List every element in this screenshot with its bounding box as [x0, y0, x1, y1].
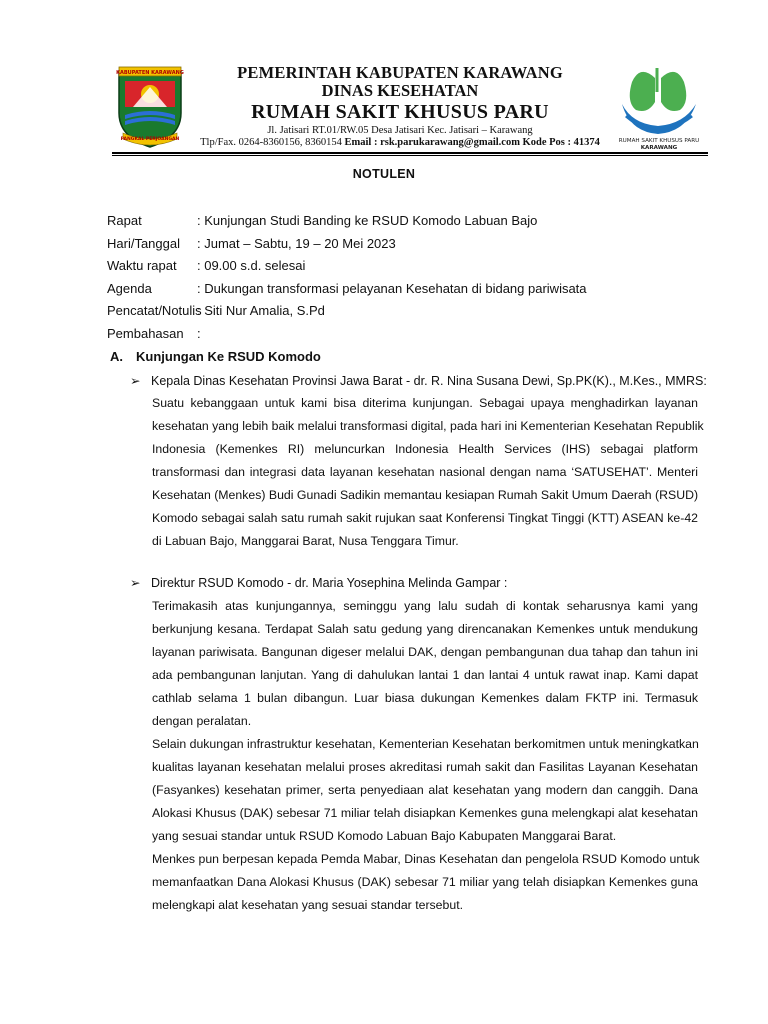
letterhead-text	[180, 64, 620, 149]
text-line: kualitas layanan kesehatan melalui proses akreditasi rumah sakit dan Fasilitas Layanan Kesehatan	[152, 760, 698, 774]
meta-value: : Jumat – Sabtu, 19 – 20 Mei 2023	[197, 236, 396, 251]
meta-row	[107, 303, 325, 319]
text-line: Terimakasih atas kunjungannya, seminggu yang lalu sudah di kontak seharusnya kami yang	[152, 599, 698, 613]
section-heading	[110, 349, 321, 364]
letterhead-line1: PEMERINTAH KABUPATEN KARAWANG	[237, 63, 563, 82]
crest-bottom-text: PANGKAL PERJOANGAN	[120, 137, 180, 142]
karawang-crest-logo	[115, 63, 185, 149]
paragraph	[152, 395, 704, 556]
text-line: yang sesuai standar untuk RSUD Komodo Labuan Bajo Kabupaten Manggarai Barat.	[152, 829, 617, 843]
letterhead-line2: DINAS KESEHATAN	[321, 81, 479, 100]
text-line: Kesehatan (Menkes) Budi Gunadi Sadikin memantau kesiapan Rumah Sakit Umum Daerah (RSUD)	[152, 488, 699, 502]
meta-row	[107, 326, 201, 342]
text-line: Suatu kebanggaan untuk kami bisa diterima kunjungan. Sebagai upaya menghadirkan layanan	[152, 396, 698, 410]
text-line: Selain dukungan infrastruktur kesehatan, Kementerian Kesehatan berkomitmen untuk meningkatkan	[152, 737, 699, 751]
meta-label: Rapat	[107, 213, 142, 228]
speaker-name: Direktur RSUD Komodo - dr. Maria Yosephina Melinda Gampar :	[151, 576, 508, 590]
text-line: berkunjung kesana. Terdapat Salah satu gedung yang direncanakan Kemenkes untuk mendukung	[152, 622, 698, 636]
text-line: kesehatan yang lebih baik melalui transformasi digital, pada hari ini Kementerian Kesehatan Republik	[152, 419, 704, 433]
document-title: NOTULEN	[352, 167, 416, 181]
text-line: dengan peralatan.	[152, 714, 252, 728]
meta-value: : Siti Nur Amalia, S.Pd	[197, 303, 325, 318]
meta-row	[107, 213, 537, 229]
meta-value: : Kunjungan Studi Banding ke RSUD Komodo Labuan Bajo	[197, 213, 538, 228]
meta-label: Pencatat/Notulis	[107, 303, 202, 318]
meta-row	[107, 236, 396, 252]
crest-top-text: KABUPATEN KARAWANG	[116, 70, 184, 76]
rs-logo-city: KARAWANG	[640, 145, 678, 150]
letterhead-rule-thin	[112, 155, 708, 156]
text-line: Alokasi Khusus (DAK) sebesar 71 miliar telah disiapkan Kemenkes guna melengkapi alat kesehatan	[152, 806, 698, 820]
letterhead-line3: RUMAH SAKIT KHUSUS PARU	[251, 101, 549, 123]
text-line: (Fasyankes) kesehatan primer, serta penyediaan alat kesehatan yang modern dan canggih. Dana	[152, 783, 698, 797]
text-line: Komodo sebagai salah satu rumah sakit rujukan saat Konferensi Tingkat Tinggi (KTT) ASEAN ke-42	[152, 511, 698, 525]
text-line: transformasi dan integrasi data layanan kesehatan nasional dengan nama ‘SATUSEHAT’. Menteri	[152, 465, 698, 479]
contact-phone: Tlp/Fax. 0264-8360156, 8360154	[200, 137, 345, 148]
meta-row	[107, 258, 305, 274]
paragraph	[152, 598, 698, 920]
meta-label: Agenda	[107, 281, 152, 296]
letterhead-rule-thick	[112, 152, 708, 154]
text-line: Indonesia (Kemenkes RI) meluncurkan Indonesia Health Services (IHS) sebagai platform	[152, 442, 698, 456]
text-line: di Labuan Bajo, Manggarai Barat, Nusa Tenggara Timur.	[152, 534, 459, 548]
rs-paru-logo	[612, 58, 706, 150]
speaker-name: Kepala Dinas Kesehatan Provinsi Jawa Barat - dr. R. Nina Susana Dewi, Sp.PK(K)., M.Kes., MMRS:	[151, 374, 707, 388]
text-line: layanan pariwisata. Bangunan digeser melalui DAK, dengan pembangunan dua tahap dan tahun ini	[152, 645, 698, 659]
meta-label: Waktu rapat	[107, 258, 177, 273]
contact-email: Email : rsk.parukarawang@gmail.com Kode Pos : 41374	[344, 137, 600, 148]
letterhead-contact	[180, 137, 620, 149]
rs-logo-name: RUMAH SAKIT KHUSUS PARU	[618, 138, 700, 144]
bullet-heading	[130, 373, 707, 389]
text-line: ada pembangunan lanjutan. Yang di dahulukan lantai 1 dan lantai 4 untuk rawat inap. Kami dapat	[152, 668, 698, 682]
meta-row	[107, 281, 587, 297]
meta-value: : Dukungan transformasi pelayanan Kesehatan di bidang pariwisata	[197, 281, 587, 296]
bullet-heading	[130, 575, 507, 591]
text-line: melengkapi alat kesehatan yang sesuai standar tersebut.	[152, 898, 464, 912]
arrow-bullet-icon: ➢	[130, 374, 141, 388]
section-letter: A.	[110, 349, 123, 364]
meta-value: : 09.00 s.d. selesai	[197, 258, 306, 273]
section-title: Kunjungan Ke RSUD Komodo	[136, 349, 321, 364]
meta-value: :	[197, 326, 201, 341]
arrow-bullet-icon: ➢	[130, 576, 141, 590]
letterhead-address: Jl. Jatisari RT.01/RW.05 Desa Jatisari Kec. Jatisari – Karawang	[267, 125, 533, 136]
text-line: memanfaatkan Dana Alokasi Khusus (DAK) sebesar 71 miliar yang telah disiapkan Kemenkes guna	[152, 875, 698, 889]
text-line: cathlab selama 1 bulan dibangun. Luar biasa dukungan Kemenkes dalam FKTP ini. Termasuk	[152, 691, 698, 705]
meta-label: Pembahasan	[107, 326, 184, 341]
text-line: Menkes pun berpesan kepada Pemda Mabar, Dinas Kesehatan dan pengelola RSUD Komodo untuk	[152, 852, 700, 866]
meta-label: Hari/Tanggal	[107, 236, 180, 251]
